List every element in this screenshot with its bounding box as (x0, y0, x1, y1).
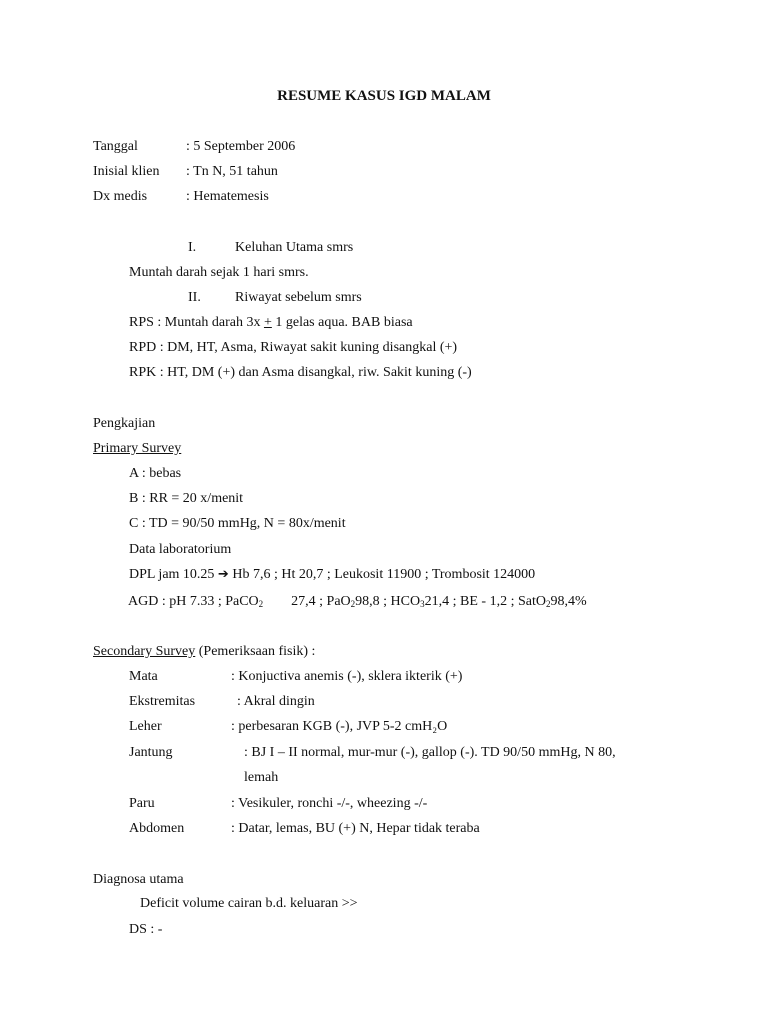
lab-heading: Data laboratorium (129, 542, 232, 557)
primary-a: A : bebas (129, 466, 182, 481)
dx-label: Dx medis (93, 189, 148, 204)
plus-minus-symbol: + (263, 315, 272, 330)
dx-value: : Hematemesis (186, 189, 269, 204)
ds-line: DS : - (129, 922, 163, 937)
exam-value: : BJ I – II normal, mur-mur (-), gallop (-). TD 90/50 mmHg, N 80, (244, 745, 616, 760)
agd-line (128, 593, 587, 611)
diagnosa-text: Deficit volume cairan b.d. keluaran >> (140, 896, 358, 911)
arrow-right-icon: ➔ (217, 567, 229, 582)
agd-sub: 2 (350, 599, 356, 609)
rps-line (129, 314, 413, 332)
inisial-label: Inisial klien (93, 164, 160, 179)
secondary-survey-heading (93, 643, 315, 661)
exam-label: Ekstremitas (129, 694, 196, 709)
exam-value: : Akral dingin (237, 694, 315, 709)
inisial-value: : Tn N, 51 tahun (186, 164, 278, 179)
agd-hco3-value: 21,4 ; BE - 1,2 ; SatO (424, 594, 546, 609)
exam-label: Paru (129, 796, 155, 811)
primary-c: C : TD = 90/50 mmHg, N = 80x/menit (129, 516, 346, 531)
section1-title: Keluhan Utama smrs (235, 240, 354, 255)
section2-title: Riwayat sebelum smrs (235, 290, 362, 305)
pengkajian-heading: Pengkajian (93, 416, 156, 431)
exam-value: : Vesikuler, ronchi -/-, wheezing -/- (231, 796, 428, 811)
agd-pao2-value: 98,8 ; HCO (355, 594, 421, 609)
agd-sato2-value: 98,4% (550, 594, 587, 609)
exam-value-continued: lemah (244, 770, 279, 785)
dpl-line (129, 566, 535, 584)
diagnosa-heading: Diagnosa utama (93, 872, 184, 887)
exam-value: : perbesaran KGB (-), JVP 5-2 cmH₂O (231, 719, 448, 734)
agd-sub: 2 (545, 599, 551, 609)
agd-label: AGD : pH 7.33 ; PaCO (128, 594, 259, 609)
document-title: RESUME KASUS IGD MALAM (277, 88, 491, 104)
secondary-survey-title: Secondary Survey (93, 644, 196, 659)
agd-sub: 2 (258, 599, 264, 609)
dpl-prefix: DPL jam 10.25 (129, 567, 218, 582)
rpk-line: RPK : HT, DM (+) dan Asma disangkal, riw. Sakit kuning (-) (129, 365, 472, 380)
section2-number: II. (188, 290, 201, 305)
section1-text: Muntah darah sejak 1 hari smrs. (129, 265, 309, 280)
exam-label: Mata (129, 669, 158, 684)
primary-b: B : RR = 20 x/menit (129, 491, 244, 506)
rps-suffix: 1 gelas aqua. BAB biasa (271, 315, 413, 330)
exam-label: Jantung (129, 745, 173, 760)
exam-value: : Konjuctiva anemis (-), sklera ikterik (+) (231, 669, 463, 684)
tanggal-label: Tanggal (93, 139, 138, 154)
section1-number: I. (188, 240, 197, 255)
exam-label: Leher (129, 719, 162, 734)
exam-value: : Datar, lemas, BU (+) N, Hepar tidak teraba (231, 821, 480, 836)
dpl-values: Hb 7,6 ; Ht 20,7 ; Leukosit 11900 ; Trombosit 124000 (228, 567, 536, 582)
agd-sub: 3 (420, 599, 425, 609)
tanggal-value: : 5 September 2006 (186, 139, 296, 154)
rpd-line: RPD : DM, HT, Asma, Riwayat sakit kuning disangkal (+) (129, 340, 458, 355)
rps-prefix: RPS : Muntah darah 3x (129, 315, 264, 330)
exam-label: Abdomen (129, 821, 185, 836)
secondary-survey-subtitle: (Pemeriksaan fisik) : (195, 644, 316, 659)
primary-survey-heading: Primary Survey (93, 441, 182, 456)
agd-paco2-value: 27,4 ; PaO (291, 594, 351, 609)
